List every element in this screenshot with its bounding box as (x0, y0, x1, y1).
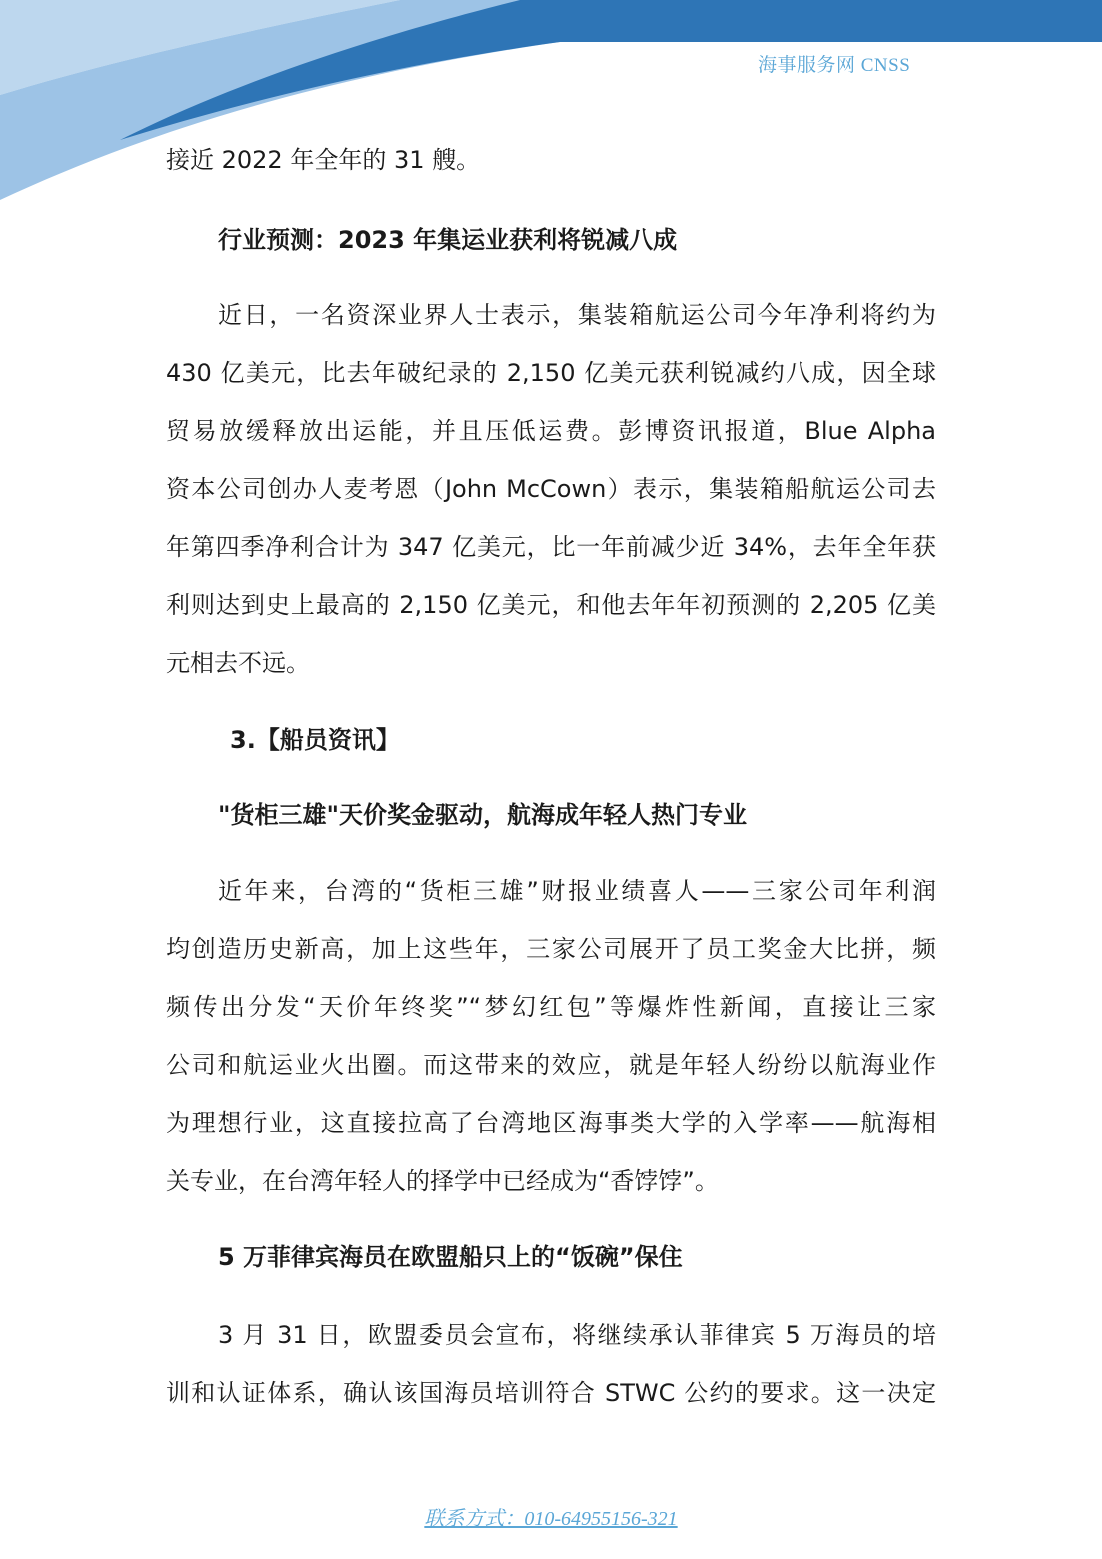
section-heading: "货柜三雄"天价奖金驱动，航海成年轻人热门专业 (218, 801, 748, 829)
section-heading: 3.【船员资讯】 (230, 726, 400, 754)
paragraph-line: 近日，一名资深业界人士表示，集装箱航运公司今年净利将约为 (218, 301, 936, 329)
brand-label: 海事服务网 CNSS (758, 55, 911, 76)
paragraph-line: 贸易放缓释放出运能，并且压低运费。彭博资讯报道，Blue Alpha (166, 417, 936, 445)
section-heading: 5 万菲律宾海员在欧盟船只上的“饭碗”保住 (218, 1243, 683, 1271)
paragraph-line: 近年来，台湾的“货柜三雄”财报业绩喜人——三家公司年利润 (218, 877, 936, 905)
paragraph-line: 频传出分发“天价年终奖”“梦幻红包”等爆炸性新闻，直接让三家 (166, 993, 936, 1021)
paragraph-line: 利则达到史上最高的 2,150 亿美元，和他去年年初预测的 2,205 亿美 (166, 591, 936, 619)
paragraph-line: 公司和航运业火出圈。而这带来的效应，就是年轻人纷纷以航海业作 (166, 1051, 936, 1079)
paragraph-line: 为理想行业，这直接拉高了台湾地区海事类大学的入学率——航海相 (166, 1109, 936, 1137)
header-wave-decoration (0, 0, 1102, 220)
paragraph-line: 元相去不远。 (166, 649, 310, 677)
paragraph-line: 训和认证体系，确认该国海员培训符合 STWC 公约的要求。这一决定 (166, 1379, 936, 1407)
paragraph-line: 接近 2022 年全年的 31 艘。 (166, 146, 481, 174)
paragraph-line: 430 亿美元，比去年破纪录的 2,150 亿美元获利锐减约八成，因全球 (166, 359, 936, 387)
paragraph-line: 年第四季净利合计为 347 亿美元，比一年前减少近 34%，去年全年获 (166, 533, 936, 561)
paragraph-line: 资本公司创办人麦考恩（John McCown）表示，集装箱船航运公司去 (166, 475, 936, 503)
paragraph-line: 均创造历史新高，加上这些年，三家公司展开了员工奖金大比拼，频 (166, 935, 936, 963)
paragraph-line: 关专业，在台湾年轻人的择学中已经成为“香饽饽”。 (166, 1167, 719, 1195)
paragraph-line: 3 月 31 日，欧盟委员会宣布，将继续承认菲律宾 5 万海员的培 (218, 1321, 936, 1349)
contact-footer: 联系方式：010-64955156-321 (424, 1508, 678, 1530)
section-heading: 行业预测：2023 年集运业获利将锐减八成 (218, 226, 678, 254)
